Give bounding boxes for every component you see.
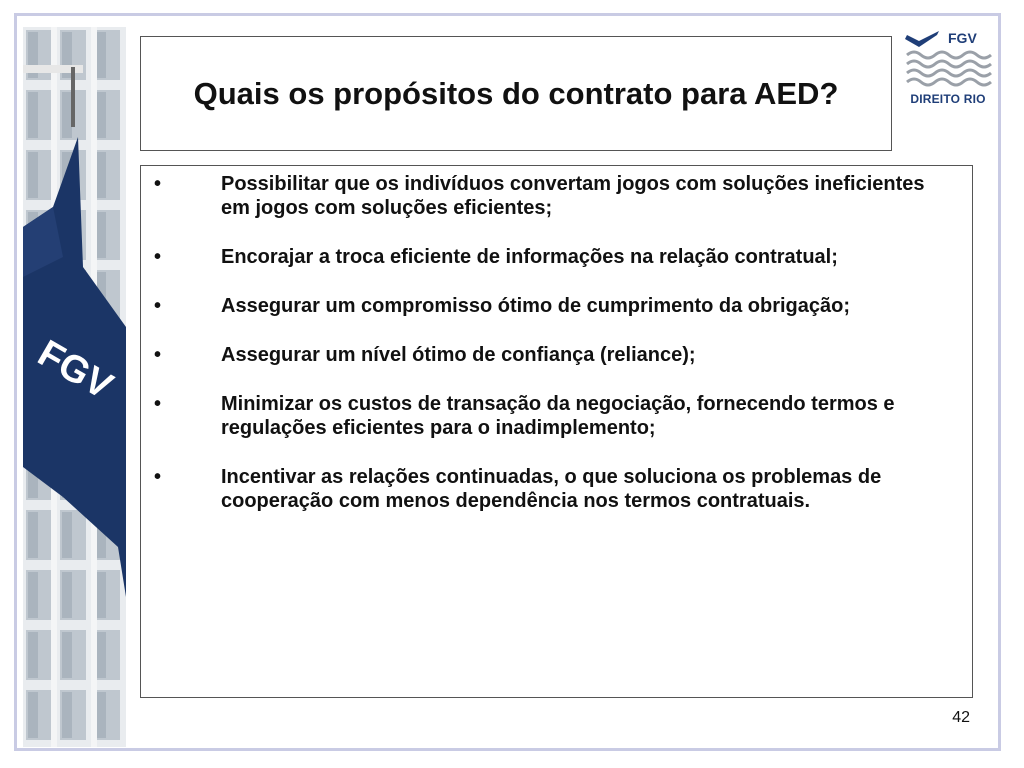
list-item <box>141 172 972 220</box>
flag-photo <box>23 27 126 747</box>
bullet-marker: • <box>154 466 162 488</box>
bullet-text: Encorajar a troca eficiente de informações na relação contratual; <box>221 246 838 268</box>
slide-title: Quais os propósitos do contrato para AED? <box>193 75 839 111</box>
bullet-text: Incentivar as relações continuadas, o que soluciona os problemas de cooperação com menos dependência nos termos contratuais. <box>221 466 882 512</box>
content-box <box>140 165 973 698</box>
bullet-text: Assegurar um compromisso ótimo de cumprimento da obrigação; <box>221 295 851 317</box>
list-item <box>141 465 972 513</box>
logo-brand-text: FGV <box>948 30 977 46</box>
bullet-marker: • <box>154 246 162 268</box>
bullet-marker: • <box>154 173 162 195</box>
list-item <box>141 245 972 269</box>
flag-label: FGV <box>30 332 120 408</box>
bullet-text: Possibilitar que os indivíduos convertam jogos com soluções ineficientes em jogos com soluções eficientes; <box>221 173 925 219</box>
bullet-text: Assegurar um nível ótimo de confiança (reliance); <box>221 344 696 366</box>
bullet-marker: • <box>154 344 162 366</box>
bullet-marker: • <box>154 393 162 415</box>
bullet-marker: • <box>154 295 162 317</box>
logo-subtitle: DIREITO RIO <box>910 92 986 106</box>
list-item <box>141 343 972 367</box>
flag-photo-image <box>23 27 126 747</box>
list-item <box>141 392 972 440</box>
bullet-list <box>141 172 972 538</box>
title-box <box>140 36 892 151</box>
list-item <box>141 294 972 318</box>
bullet-text: Minimizar os custos de transação da negociação, fornecendo termos e regulações eficientes para o inadimplemento; <box>221 393 895 439</box>
page-number: 42 <box>952 709 970 726</box>
